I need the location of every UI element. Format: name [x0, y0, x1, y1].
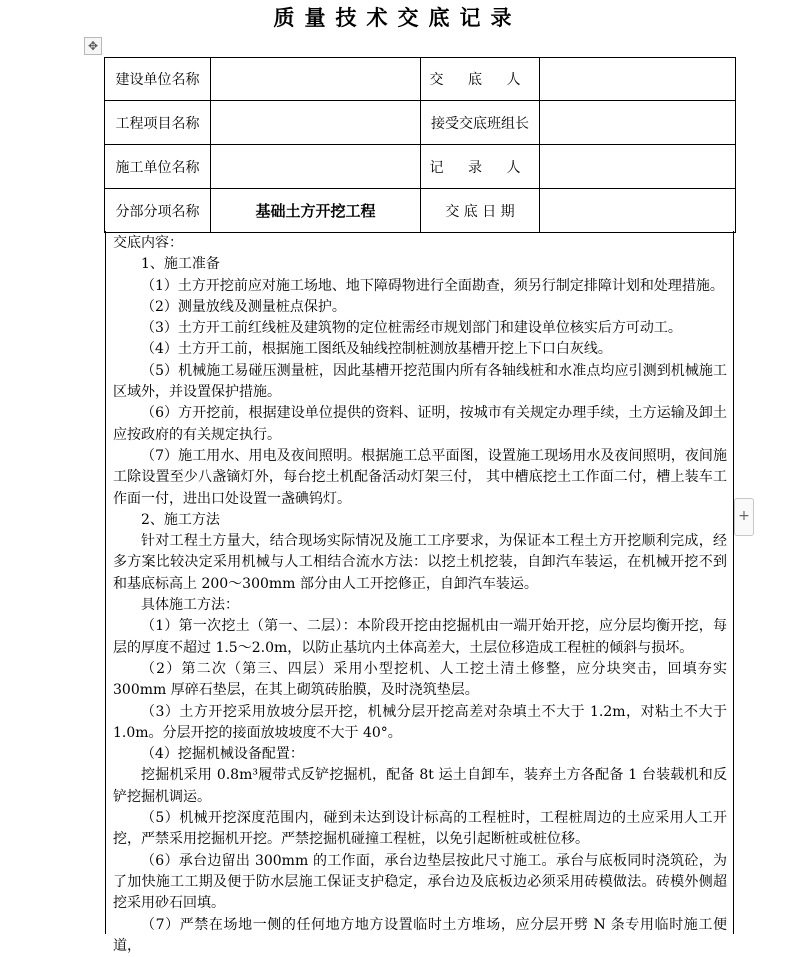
value-recorder[interactable]	[540, 145, 736, 189]
section-heading: 1、施工准备	[113, 254, 727, 275]
content-paragraph: （7）严禁在场地一侧的任何地方地方设置临时土方堆场，应分层开劈 N 条专用临时施工便道，	[113, 915, 727, 957]
content-paragraph: 针对工程土方量大，结合现场实际情况及施工工序要求，为保证本工程土方开挖顺利完成，经多方案比较决定采用机械与人工相结合流水方法：以挖土机挖装，自卸汽车装运，在机械开挖不到和基底标高上 200～300mm 部分由人工开挖修正，自卸汽车装运。	[113, 531, 727, 595]
value-briefing-date[interactable]	[540, 189, 736, 233]
label-client-unit: 建设单位名称	[105, 58, 211, 101]
label-presenter: 交 底 人	[421, 58, 540, 101]
header-row-subproject	[105, 189, 736, 233]
label-recorder: 记 录 人	[421, 145, 540, 189]
label-contractor-unit: 施工单位名称	[105, 145, 211, 189]
content-paragraph: （4）挖掘机械设备配置：	[113, 744, 727, 765]
content-paragraph: （5）机械施工易碰压测量桩，因此基槽开挖范围内所有各轴线桩和水准点均应引测到机械施工区域外，并设置保护措施。	[113, 361, 727, 404]
content-paragraph: 挖掘机采用 0.8m³履带式反铲挖掘机，配备 8t 运土自卸车，装弃土方各配备 1 台装载机和反铲挖掘机调运。	[113, 765, 727, 808]
content-paragraph: （7）施工用水、用电及夜间照明。根据施工总平面图，设置施工现场用水及夜间照明，夜间施工除设置至少八盏镝灯外，每台挖土机配备活动灯架三付， 其中槽底挖土工作面二付，槽上装车工作面一付，进出口处设置一盏碘钨灯。	[113, 446, 727, 510]
header-row-project	[105, 101, 736, 145]
label-briefing-date: 交 底 日 期	[421, 189, 540, 233]
section-heading: 2、施工方法	[113, 510, 727, 531]
label-subproject-name: 分部分项名称	[105, 189, 211, 233]
content-paragraph: （1）土方开挖前应对施工场地、地下障碍物进行全面勘查，须另行制定排障计划和处理措施。	[113, 276, 727, 297]
briefing-content[interactable]	[105, 231, 734, 934]
add-column-handle-icon[interactable]: +	[734, 498, 754, 536]
value-presenter[interactable]	[540, 58, 736, 101]
content-paragraph: （4）土方开工前，根据施工图纸及轴线控制桩测放基槽开挖上下口白灰线。	[113, 339, 727, 360]
content-paragraph: （6）方开挖前，根据建设单位提供的资料、证明，按城市有关规定办理手续，土方运输及卸土应按政府的有关规定执行。	[113, 403, 727, 446]
value-contractor-unit[interactable]	[211, 145, 421, 189]
header-row-client	[105, 58, 736, 101]
content-paragraph: （3）土方开工前红线桩及建筑物的定位桩需经市规划部门和建设单位核实后方可动工。	[113, 318, 727, 339]
content-paragraph: 具体施工方法：	[113, 595, 727, 616]
value-client-unit[interactable]	[211, 58, 421, 101]
value-subproject-name[interactable]: 基础土方开挖工程	[211, 189, 421, 233]
content-paragraph: （2）测量放线及测量桩点保护。	[113, 297, 727, 318]
document-title: 质量技术交底记录	[0, 2, 795, 32]
content-paragraph: （2）第二次（第三、四层）采用小型挖机、人工挖土清土修整，应分块突击，回填夯实 300mm 厚碎石垫层，在其上砌筑砖胎膜，及时浇筑垫层。	[113, 659, 727, 702]
value-team-leader[interactable]	[540, 101, 736, 145]
label-team-leader: 接受交底班组长	[421, 101, 540, 145]
value-project-name[interactable]	[211, 101, 421, 145]
label-project-name: 工程项目名称	[105, 101, 211, 145]
header-row-contractor	[105, 145, 736, 189]
content-paragraph: （5）机械开挖深度范围内，碰到未达到设计标高的工程桩时，工程桩周边的土应采用人工开挖，严禁采用挖掘机开挖。严禁挖掘机碰撞工程桩，以免引起断桩或桩位移。	[113, 808, 727, 851]
table-move-handle-icon[interactable]: ✥	[84, 37, 102, 55]
content-paragraph: （3）土方开挖采用放坡分层开挖，机械分层开挖高差对杂填土不大于 1.2m，对粘土不大于 1.0m。分层开挖的接面放坡坡度不大于 40°。	[113, 702, 727, 745]
content-paragraph: （6）承台边留出 300mm 的工作面，承台边垫层按此尺寸施工。承台与底板同时浇筑砼，为了加快施工工期及便于防水层施工保证支护稳定，承台边及底板边必须采用砖模做法。砖模外侧超挖采用砂石回填。	[113, 851, 727, 915]
record-header-table	[104, 57, 736, 233]
content-paragraph: （1）第一次挖土（第一、二层）：本阶段开挖由挖掘机由一端开始开挖，应分层均衡开挖，每层的厚度不超过 1.5～2.0m，以防止基坑内土体高差大，土层位移造成工程桩的倾斜与损坏。	[113, 616, 727, 659]
content-label: 交底内容：	[113, 233, 727, 254]
